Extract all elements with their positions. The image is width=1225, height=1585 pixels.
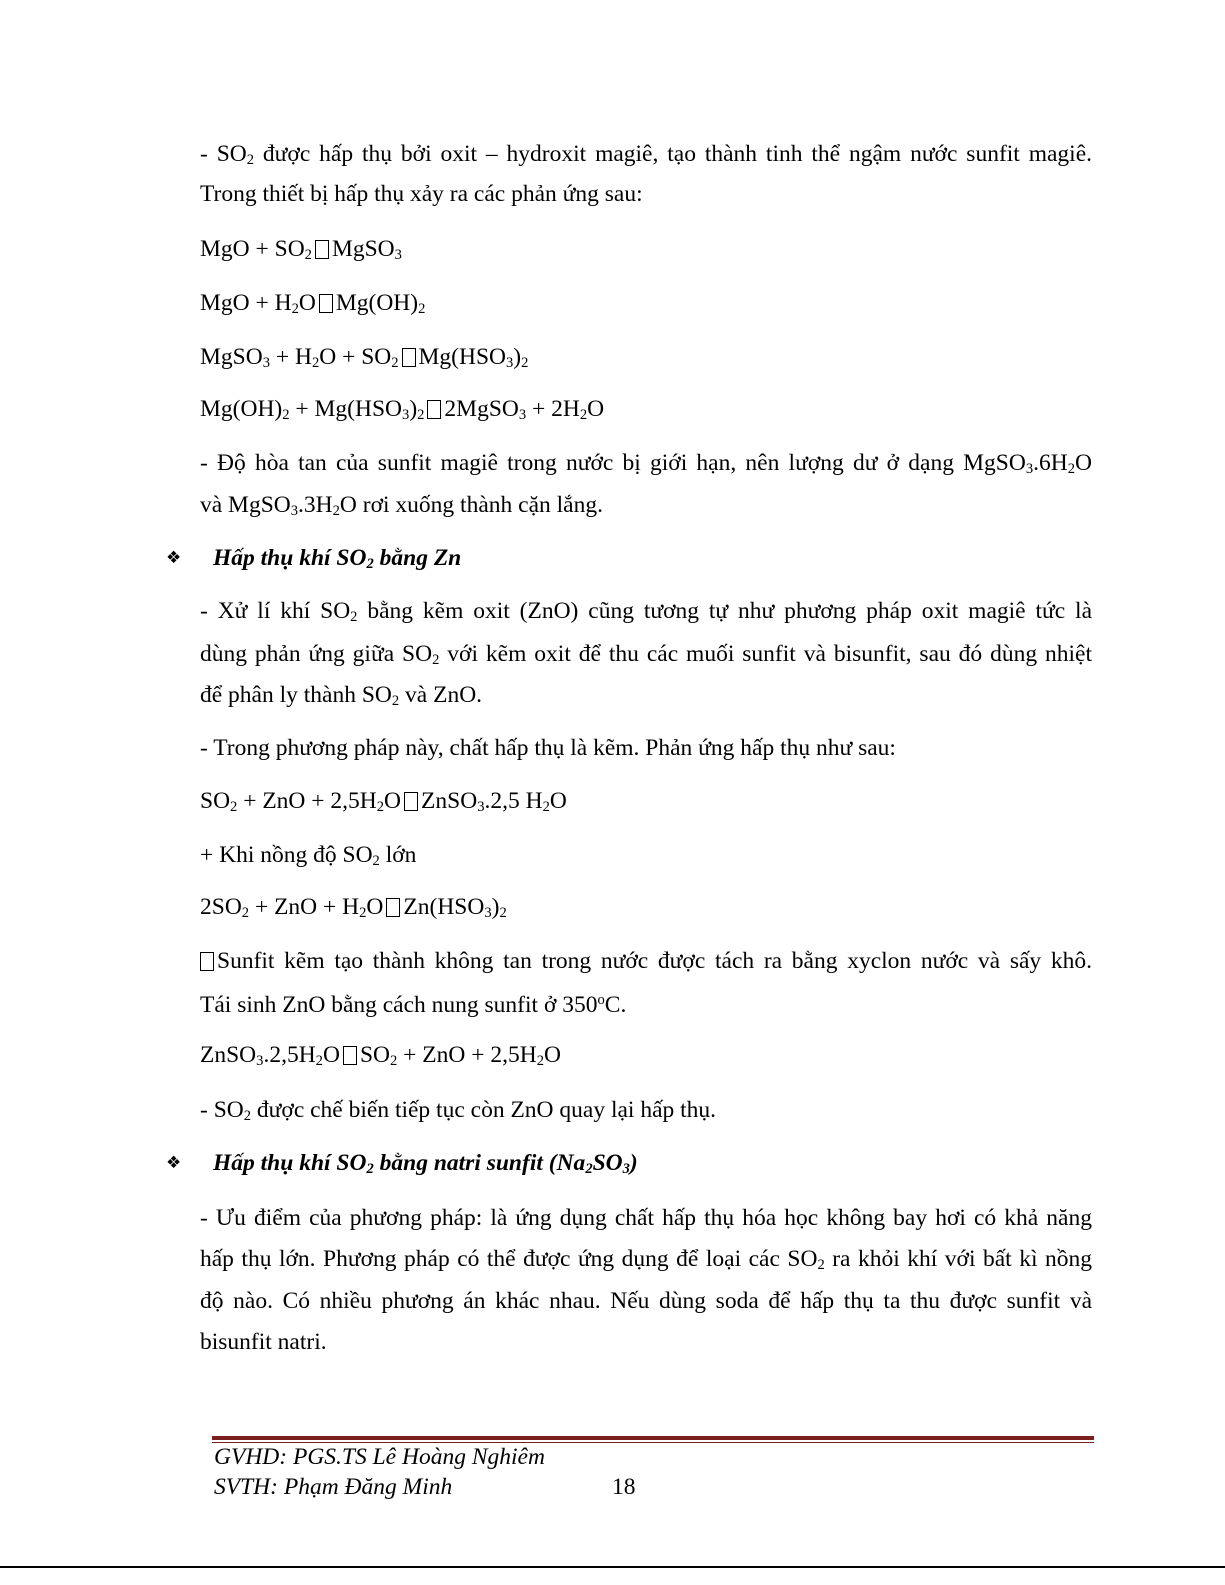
paragraph-6: - $SO_2$ được chế biến tiếp tục còn ZnO quay lại hấp thụ. <box>200 1097 717 1125</box>
equation-2: MgO + $H_2O$ $Mg(OH)_2$ <box>200 290 426 318</box>
section-heading-zn: Hấp thụ khí $SO_2$ bằng Zn <box>213 545 462 573</box>
footer-supervisor: GVHD: PGS.TS Lê Hoàng Nghiêm <box>214 1444 545 1470</box>
arrow-icon <box>402 348 416 367</box>
arrow-icon <box>343 1046 357 1065</box>
arrow-icon <box>427 400 441 419</box>
equation-4: $Mg(OH)_2 + Mg(HSO_3)_2$ 2MgSO$_3$ + $2H_2O$ <box>200 396 605 424</box>
paragraph-1-line-2: Trong thiết bị hấp thụ xảy ra các phản ứng sau: <box>200 181 643 207</box>
page-number: 18 <box>612 1474 636 1500</box>
arrow-icon <box>315 240 329 259</box>
section-heading-na2so3: Hấp thụ khí $SO_2$ bằng natri sunfit $(Na_2SO_3)$ <box>213 1150 638 1178</box>
arrow-icon <box>404 792 418 811</box>
arrow-icon <box>386 898 400 917</box>
diamond-bullet-icon: ❖ <box>166 1153 182 1173</box>
paragraph-5-line-2: Tái sinh ZnO bằng cách nung sunfit ở 350$^o$C. <box>200 992 627 1018</box>
paragraph-1-line-1: - $SO_2$ được hấp thụ bởi oxit – hydroxit magiê, tạo thành tinh thể ngậm nước sunfit magiê. <box>200 141 1093 169</box>
paragraph-5-line-1: Sunfit kẽm tạo thành không tan trong nước được tách ra bằng xyclon nước và sấy khô. <box>200 946 1092 976</box>
diamond-bullet-icon: ❖ <box>166 548 182 568</box>
paragraph-7-line-1: - Ưu điểm của phương pháp: là ứng dụng chất hấp thụ hóa học không bay hơi có khả năng <box>200 1205 1092 1231</box>
paragraph-7-line-2: hấp thụ lớn. Phương pháp có thể được ứng dụng để loại các $SO_2$ ra khỏi khí với bất kì nồng <box>200 1246 1092 1274</box>
paragraph-2-line-2: và $MgSO_3.3H_2O$ rơi xuống thành cặn lắng. <box>200 492 603 520</box>
equation-6: $2SO_2$ + ZnO + $H_2O$ $Zn(HSO_3)_2$ <box>200 894 507 922</box>
page-bottom-border <box>0 1566 1225 1568</box>
paragraph-7-line-4: bisunfit natri. <box>200 1329 327 1355</box>
paragraph-3-line-2: dùng phản ứng giữa $SO_2$ với kẽm oxit để thu các muối sunfit và bisunfit, sau đó dùng nhiệt <box>200 641 1092 669</box>
equation-3: MgSO$_3$ + $H_2O + SO_2$ $Mg(HSO_3)_2$ <box>200 344 529 372</box>
equation-1: MgO + $SO_2$ MgSO$_3$ <box>200 236 402 264</box>
equation-5: $SO_2$ + ZnO + $2,5H_2O$ ZnSO$_3$.2,5 $H_2O$ <box>200 788 567 816</box>
paragraph-7-line-3: độ nào. Có nhiều phương án khác nhau. Nếu dùng soda để hấp thụ ta thu được sunfit và <box>200 1288 1092 1314</box>
condition-line: + Khi nồng độ $SO_2$ lớn <box>200 842 417 870</box>
paragraph-4: - Trong phương pháp này, chất hấp thụ là kẽm. Phản ứng hấp thụ như sau: <box>200 735 896 761</box>
arrow-icon <box>319 294 333 313</box>
footer-student: SVTH: Phạm Đăng Minh <box>214 1474 453 1500</box>
footer-rule-thick <box>212 1436 1094 1440</box>
paragraph-3-line-1: - Xử lí khí $SO_2$ bằng kẽm oxit (ZnO) cũng tương tự như phương pháp oxit magiê tức là <box>200 598 1092 626</box>
equation-7: $ZnSO_3.2,5H_2O$ $SO_2$ + ZnO + $2,5H_2O$ <box>200 1042 561 1070</box>
paragraph-2-line-1: - Độ hòa tan của sunfit magiê trong nước bị giới hạn, nên lượng dư ở dạng $MgSO_3.6H_2O$ <box>200 450 1092 478</box>
arrow-icon <box>200 952 214 971</box>
paragraph-3-line-3: để phân ly thành $SO_2$ và ZnO. <box>200 682 483 710</box>
